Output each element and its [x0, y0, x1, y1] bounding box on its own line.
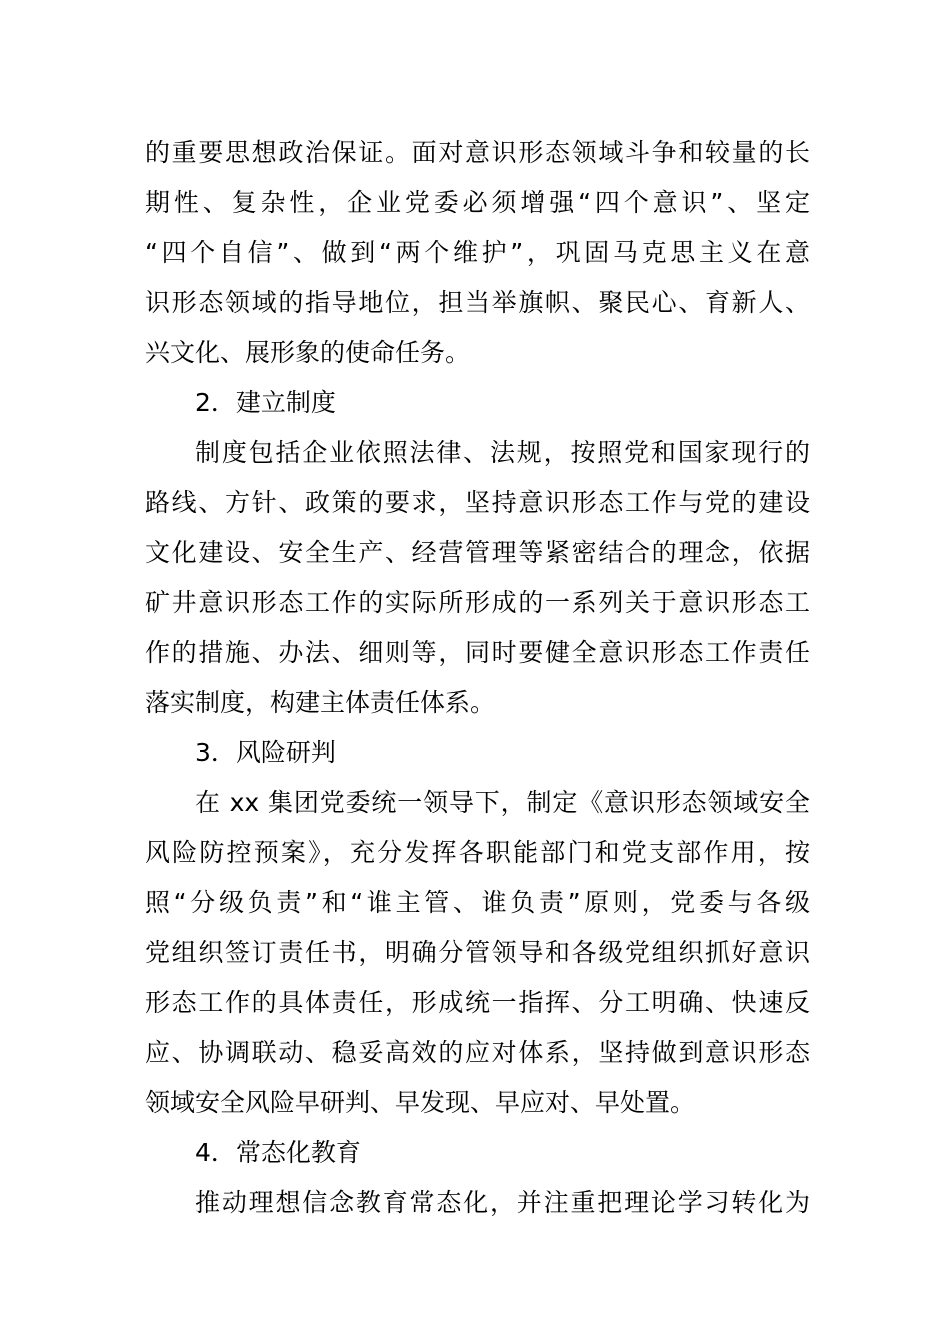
text-line: 矿井意识形态工作的实际所形成的一系列关于意识形态工: [145, 588, 810, 617]
text-line: 风险防控预案》，充分发挥各职能部门和党支部作用，按: [145, 838, 810, 867]
text-line: 在 xx 集团党委统一领导下，制定《意识形态领域安全: [195, 788, 810, 817]
text-line: “四个自信”、做到“两个维护”，巩固马克思主义在意: [145, 238, 810, 267]
text-line: 形态工作的具体责任，形成统一指挥、分工明确、快速反: [145, 988, 810, 1017]
text-line: 领域安全风险早研判、早发现、早应对、早处置。: [145, 1088, 696, 1117]
text-line: 文化建设、安全生产、经营管理等紧密结合的理念，依据: [145, 538, 810, 567]
text-line: 的重要思想政治保证。面对意识形态领域斗争和较量的长: [145, 138, 810, 167]
text-line: 期性、复杂性，企业党委必须增强“四个意识”、坚定: [145, 188, 810, 217]
text-line: 推动理想信念教育常态化，并注重把理论学习转化为: [195, 1188, 810, 1217]
section-heading: 2．建立制度: [195, 388, 336, 417]
body-text: [145, 128, 810, 1228]
text-line: 兴文化、展形象的使命任务。: [145, 338, 471, 367]
text-line: 制度包括企业依照法律、法规，按照党和国家现行的: [195, 438, 810, 467]
text-line: 落实制度，构建主体责任体系。: [145, 688, 496, 717]
text-line: 应、协调联动、稳妥高效的应对体系，坚持做到意识形态: [145, 1038, 810, 1067]
text-line: 路线、方针、政策的要求，坚持意识形态工作与党的建设: [145, 488, 810, 517]
section-heading: 3．风险研判: [195, 738, 336, 767]
text-line: 识形态领域的指导地位，担当举旗帜、聚民心、育新人、: [145, 288, 810, 317]
text-line: 作的措施、办法、细则等，同时要健全意识形态工作责任: [145, 638, 810, 667]
text-line: 党组织签订责任书，明确分管领导和各级党组织抓好意识: [145, 938, 810, 967]
section-heading: 4．常态化教育: [195, 1138, 361, 1167]
text-line: 照“分级负责”和“谁主管、谁负责”原则，党委与各级: [145, 888, 810, 917]
